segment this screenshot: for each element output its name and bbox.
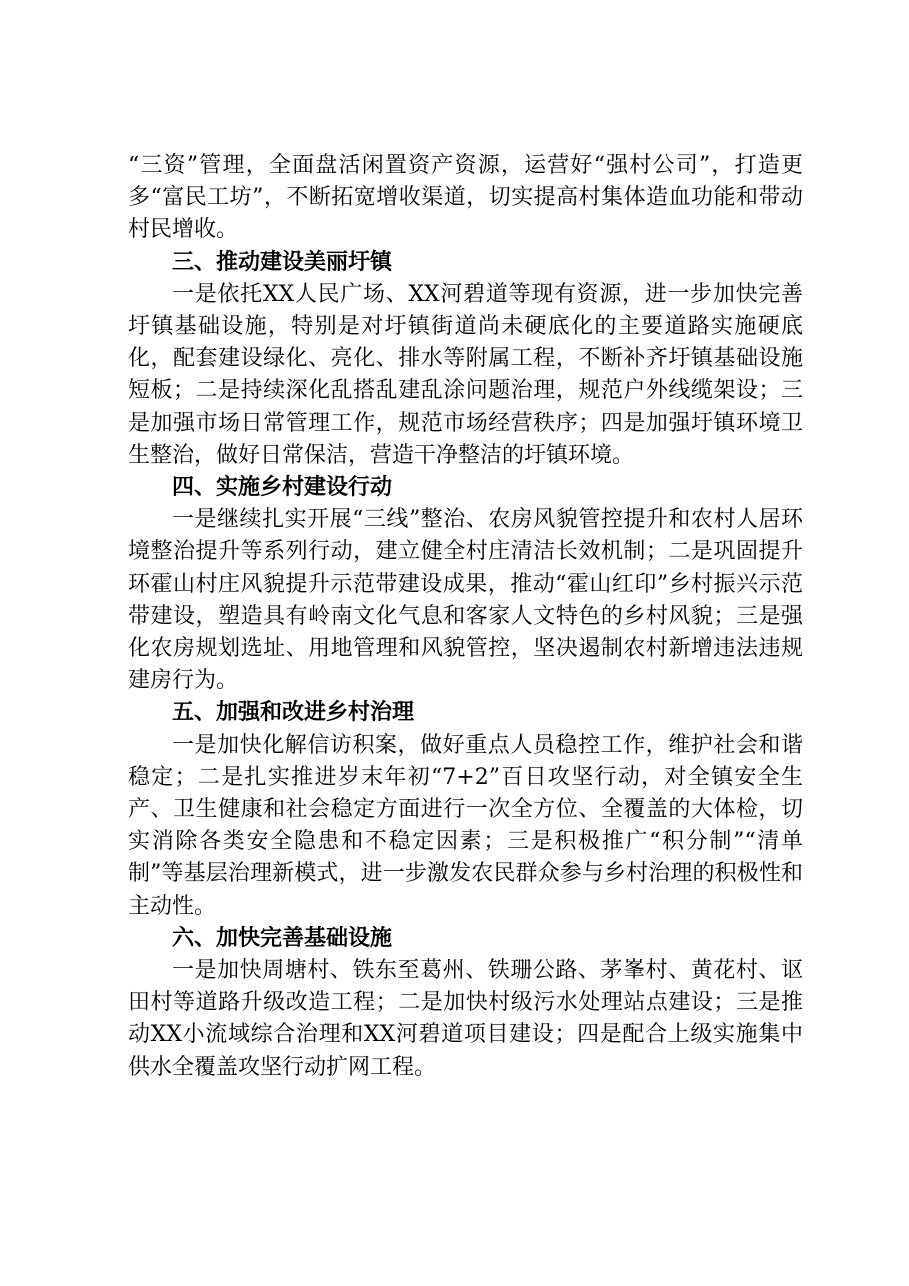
section-heading-3: 三、推动建设美丽圩镇 (172, 249, 393, 275)
section-3-paragraph: 一是依托XX人民广场、XX河碧道等现有资源，进一步加快完善圩镇基础设施，特别是对圩镇街道尚未硬底化的主要道路实施硬底化，配套建设绿化、亮化、排水等附属工程，不断补齐圩镇基础设施短板；二是持续深化乱搭乱建乱涂问题治理，规范户外线缆架设；三是加强市场日常管理工作，规范市场经营秩序；四是加强圩镇环境卫生整治，做好日常保洁，营造干净整洁的圩镇环境。 (128, 281, 803, 468)
section-5-paragraph: 一是加快化解信访积案，做好重点人员稳控工作，维护社会和谐稳定；二是扎实推进岁末年初“7+2”百日攻坚行动，对全镇安全生产、卫生健康和社会稳定方面进行一次全方位、全覆盖的大体检，切实消除各类安全隐患和不稳定因素；三是积极推广“积分制”“清单制”等基层治理新模式，进一步激发农民群众参与乡村治理的积极性和主动性。 (128, 732, 803, 919)
section-heading-5: 五、加强和改进乡村治理 (172, 700, 415, 726)
section-6-paragraph: 一是加快周塘村、铁东至葛州、铁珊公路、茅峯村、黄花村、讴田村等道路升级改造工程；二是加快村级污水处理站点建设；三是推动XX小流域综合治理和XX河碧道项目建设；四是配合上级实施集中供水全覆盖攻坚行动扩网工程。 (128, 958, 803, 1080)
paragraph-continued: “三资”管理，全面盘活闲置资产资源，运营好“强村公司”，打造更多“富民工坊”，不断拓宽增收渠道，切实提高村集体造血功能和带动村民增收。 (128, 153, 803, 243)
section-4-paragraph: 一是继续扎实开展“三线”整治、农房风貌管控提升和农村人居环境整治提升等系列行动，建立健全村庄清洁长效机制；二是巩固提升环霍山村庄风貌提升示范带建设成果，推动“霍山红印”乡村振兴示范带建设，塑造具有岭南文化气息和客家人文特色的乡村风貌；三是强化农房规划选址、用地管理和风貌管控，坚决遏制农村新增违法违规建房行为。 (128, 507, 803, 694)
section-heading-4: 四、实施乡村建设行动 (172, 475, 393, 501)
section-heading-6: 六、加快完善基础设施 (172, 925, 393, 951)
document-body (128, 150, 803, 1084)
